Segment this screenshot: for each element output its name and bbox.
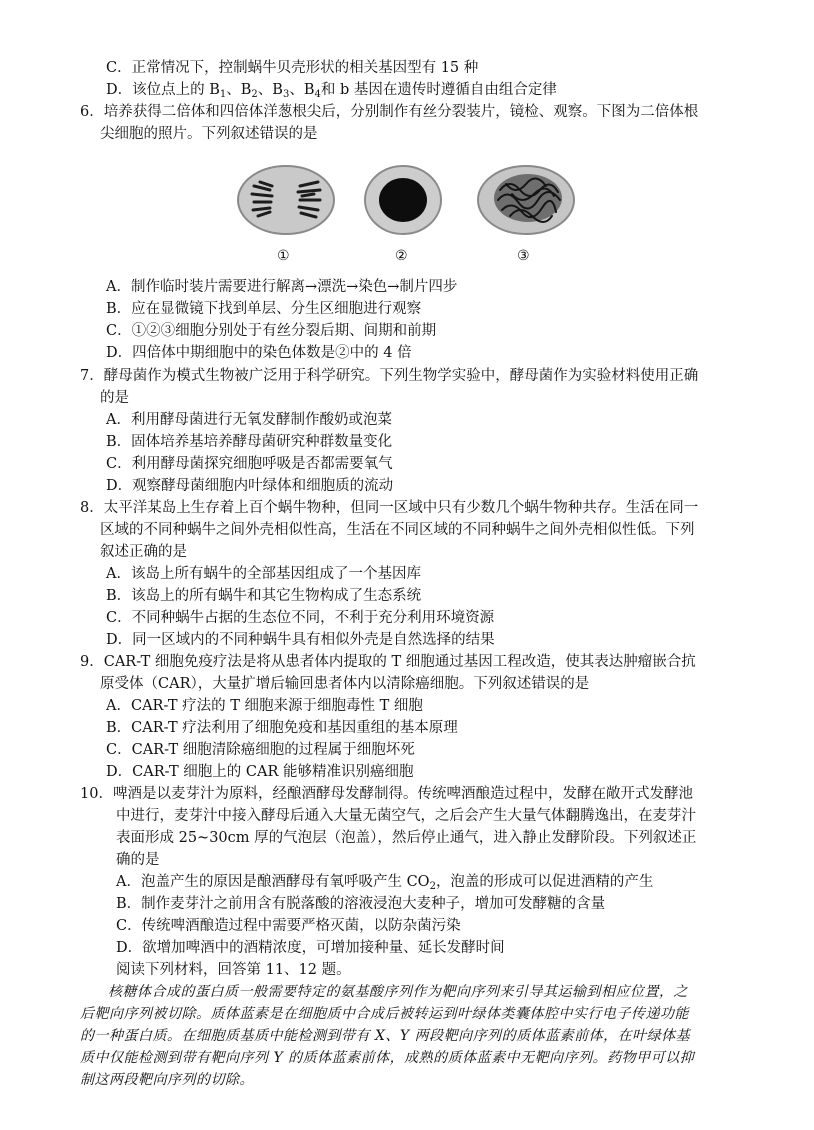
reading-paragraph-line4: 质中仅能检测到带有靶向序列 Y 的质体蓝素前体，成熟的质体蓝素中无靶向序列。药物甲可以抑	[80, 1050, 695, 1066]
cell-label-3: ③	[517, 248, 530, 264]
q7-option-c: C．利用酵母菌探究细胞呼吸是否都需要氧气	[106, 456, 393, 472]
cell-photo-1	[236, 160, 336, 264]
q10-option-b: B．制作麦芽汁之前用含有脱落酸的溶液浸泡大麦种子，增加可发酵糖的含量	[116, 896, 606, 912]
q7-option-a: A．利用酵母菌进行无氧发酵制作酸奶或泡菜	[106, 412, 392, 428]
q8-stem-line2: 区域的不同种蜗牛之间外壳相似性高，生活在不同区域的不同种蜗牛之间外壳相似性低。下列	[100, 522, 695, 538]
q8-option-b: B．该岛上的所有蜗牛和其它生物构成了生态系统	[106, 588, 422, 604]
q10-stem-line4: 确的是	[116, 852, 160, 868]
q7-option-b: B．固体培养基培养酵母菌研究种群数量变化	[106, 434, 393, 450]
cell-label-2: ②	[395, 248, 408, 264]
q6-stem-line1: 6．培养获得二倍体和四倍体洋葱根尖后，分别制作有丝分裂装片，镜检、观察。下图为二倍体根	[80, 104, 699, 120]
q8-option-a: A．该岛上所有蜗牛的全部基因组成了一个基因库	[106, 566, 421, 582]
q6-option-d: D．四倍体中期细胞中的染色体数是②中的 4 倍	[106, 345, 412, 361]
reading-intro: 阅读下列材料，回答第 11、12 题。	[116, 962, 351, 978]
q10-option-a: A．泡盖产生的原因是酿酒酵母有氧呼吸产生 $CO_2$，泡盖的形成可以促进酒精的产生	[116, 874, 654, 892]
q6-option-b: B．应在显微镜下找到单层、分生区细胞进行观察	[106, 301, 422, 317]
q9-stem-line1: 9．CAR-T 细胞免疫疗法是将从患者体内提取的 T 细胞通过基因工程改造，使其表达肿瘤嵌合抗	[80, 654, 696, 670]
q7-stem-line2: 的是	[100, 390, 129, 406]
q10-option-d: D．欲增加啤酒中的酒精浓度，可增加接种量、延长发酵时间	[116, 940, 505, 956]
q8-option-d: D．同一区域内的不同种蜗牛具有相似外壳是自然选择的结果	[106, 632, 495, 648]
q10-option-c: C．传统啤酒酿造过程中需要严格灭菌，以防杂菌污染	[116, 918, 461, 934]
q6-stem-line2: 尖细胞的照片。下列叙述错误的是	[100, 126, 318, 142]
q9-option-d: D．CAR-T 细胞上的 CAR 能够精准识别癌细胞	[106, 764, 414, 780]
cell-photo-2	[363, 160, 443, 264]
cell-photo-3	[476, 160, 576, 264]
q8-stem-line1: 8．太平洋某岛上生存着上百个蜗牛物种，但同一区域中只有少数几个蜗牛物种共存。生活在同一	[80, 500, 699, 516]
reading-paragraph-line1: 核糖体合成的蛋白质一般需要特定的氨基酸序列作为靶向序列来引导其运输到相应位置，之	[108, 984, 688, 1000]
q6-cell-photos	[236, 160, 576, 270]
reading-paragraph-line5: 制这两段靶向序列的切除。	[80, 1072, 254, 1088]
q7-stem-line1: 7．酵母菌作为模式生物被广泛用于科学研究。下列生物学实验中，酵母菌作为实验材料使用正确	[80, 368, 699, 384]
q5-option-d: D．该位点上的 $B_1$、$B_2$、$B_3$、$B_4$和 b 基因在遗传时遵循自由组合定律	[106, 82, 557, 100]
q10-stem-line2: 中进行，麦芽汁中接入酵母后通入大量无菌空气，之后会产生大量气体翻腾逸出，在麦芽汁	[116, 808, 696, 824]
q10-stem-line1: 10．啤酒是以麦芽汁为原料，经酿酒酵母发酵制得。传统啤酒酿造过程中，发酵在敞开式发酵池	[80, 786, 693, 802]
reading-paragraph-line2: 后靶向序列被切除。质体蓝素是在细胞质中合成后被转运到叶绿体类囊体腔中实行电子传递功能	[80, 1006, 689, 1022]
q5-option-c: C．正常情况下，控制蜗牛贝壳形状的相关基因型有 15 种	[106, 60, 479, 76]
q7-option-d: D．观察酵母菌细胞内叶绿体和细胞质的流动	[106, 478, 394, 494]
q9-option-b: B．CAR-T 疗法利用了细胞免疫和基因重组的基本原理	[106, 720, 458, 736]
q6-option-c: C．①②③细胞分别处于有丝分裂后期、间期和前期	[106, 323, 437, 339]
reading-paragraph-line3: 的一种蛋白质。在细胞质基质中能检测到带有 X、Y 两段靶向序列的质体蓝素前体，在叶绿体基	[80, 1028, 691, 1044]
q9-option-c: C．CAR-T 细胞清除癌细胞的过程属于细胞坏死	[106, 742, 415, 758]
q8-option-c: C．不同种蜗牛占据的生态位不同，不利于充分利用环境资源	[106, 610, 495, 626]
cell-label-1: ①	[277, 248, 290, 264]
q9-stem-line2: 原受体（CAR），大量扩增后输回患者体内以清除癌细胞。下列叙述错误的是	[100, 676, 590, 692]
q8-stem-line3: 叙述正确的是	[100, 544, 187, 560]
q6-option-a: A．制作临时装片需要进行解离→漂洗→染色→制片四步	[106, 279, 458, 295]
q9-option-a: A．CAR-T 疗法的 T 细胞来源于细胞毒性 T 细胞	[106, 698, 423, 714]
q10-stem-line3: 表面形成 25~30cm 厚的气泡层（泡盖），然后停止通气，进入静止发酵阶段。下列叙述正	[116, 830, 697, 846]
